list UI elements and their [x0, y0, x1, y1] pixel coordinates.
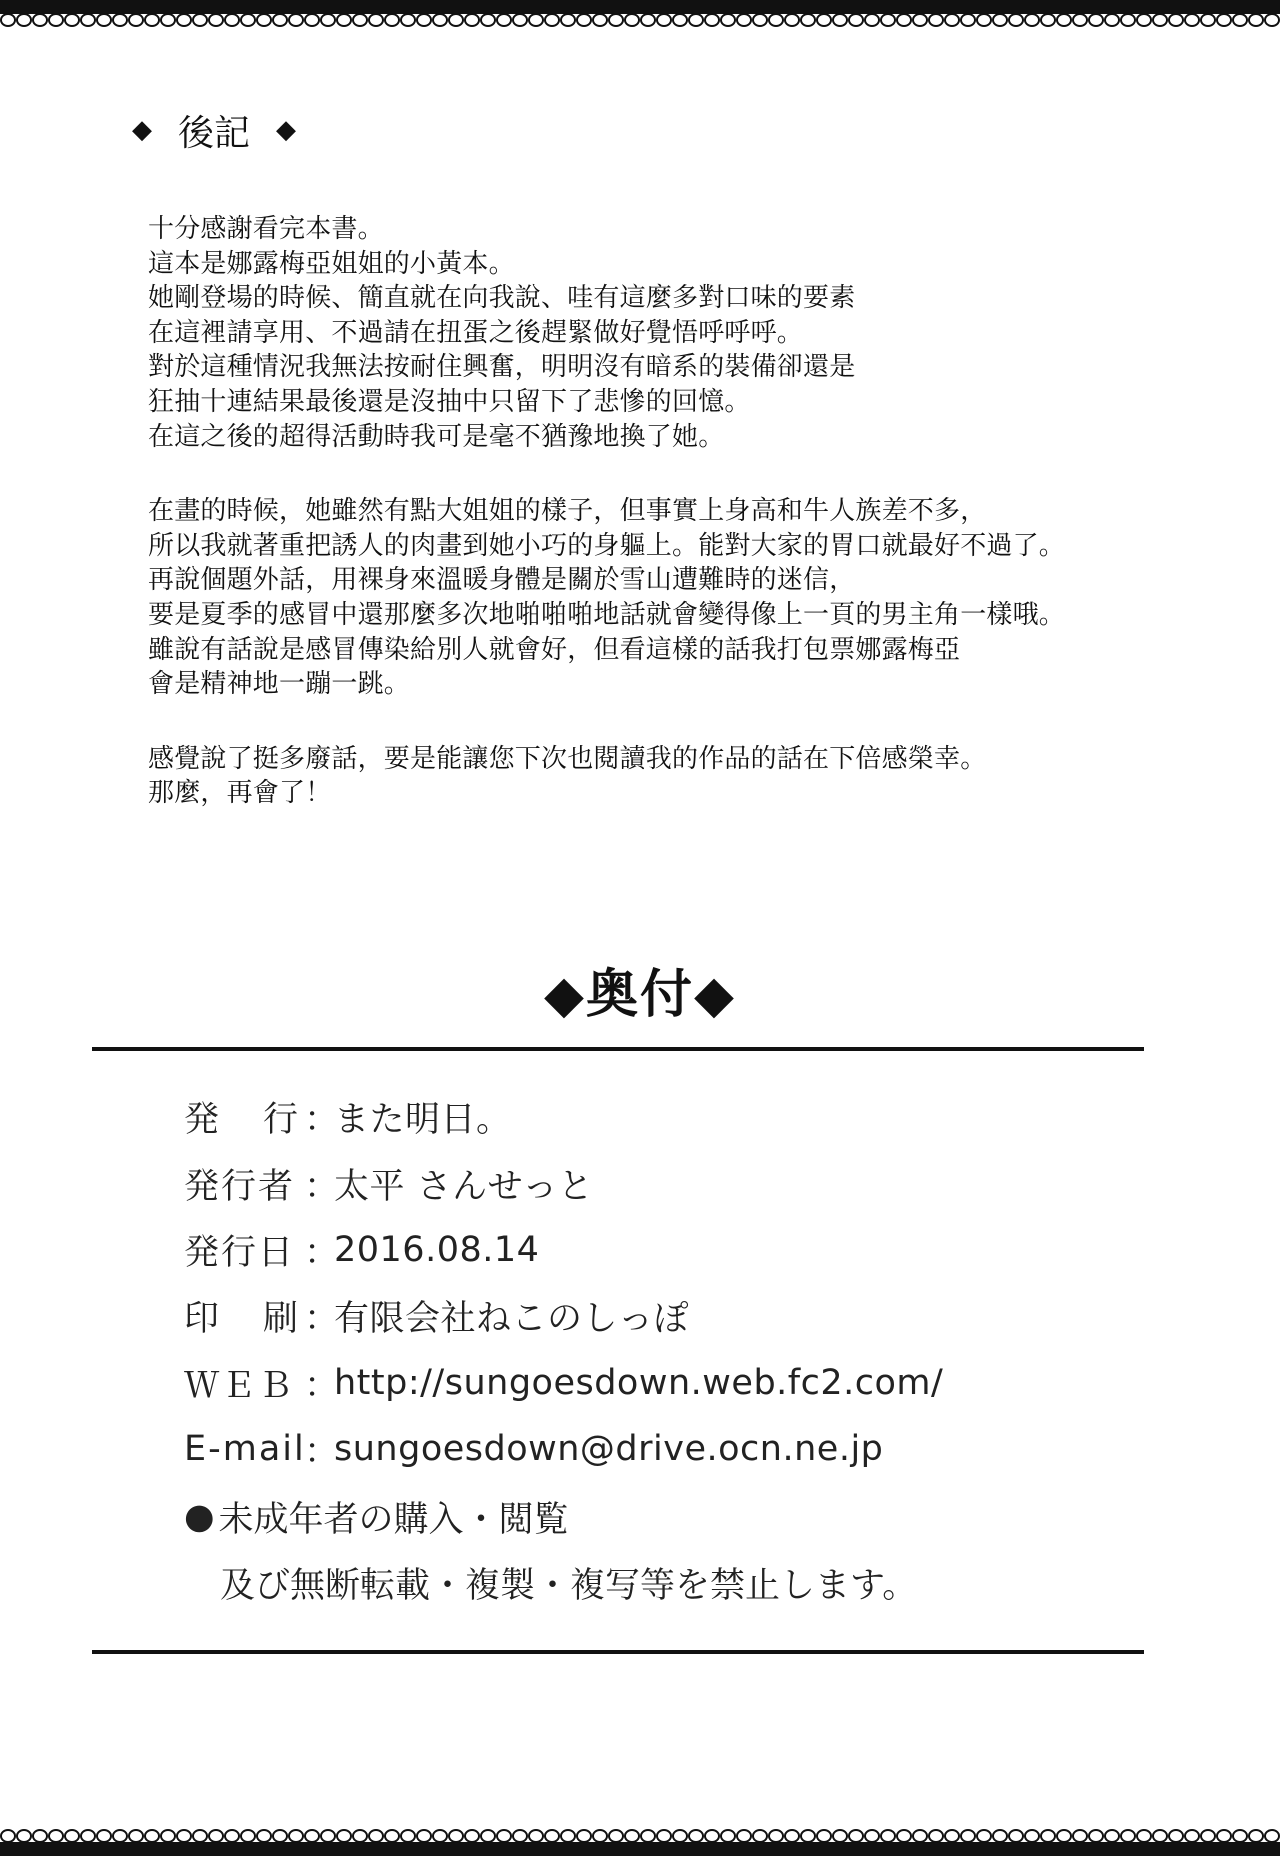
border-loop: [225, 14, 239, 26]
text-line: 這本是娜露梅亞姐姐的小黃本。: [148, 248, 515, 279]
border-loop: [1121, 1830, 1135, 1842]
border-loop: [449, 1830, 463, 1842]
colophon-heading: [0, 952, 1280, 1027]
border-loop: [625, 14, 639, 26]
diamond-icon: ◆: [543, 965, 586, 1025]
border-loop: [193, 14, 207, 26]
border-loop: [897, 14, 911, 26]
border-loop: [161, 14, 175, 26]
border-loop: [1185, 1830, 1199, 1842]
border-loop: [801, 14, 815, 26]
border-loop: [337, 1830, 351, 1842]
border-loop: [945, 14, 959, 26]
border-loop: [609, 1830, 623, 1842]
border-loop: [1089, 1830, 1103, 1842]
border-loop: [929, 1830, 943, 1842]
border-loop: [177, 1830, 191, 1842]
border-loop: [561, 1830, 575, 1842]
border-loop: [481, 1830, 495, 1842]
label-char: 行: [262, 1100, 298, 1141]
top-decorative-border: [0, 0, 1280, 30]
border-loop: [817, 14, 831, 26]
border-loop: [465, 14, 479, 26]
colophon-list: [184, 1084, 1184, 1616]
border-loop: [1025, 14, 1039, 26]
border-loop: [769, 14, 783, 26]
border-loop: [1041, 1830, 1055, 1842]
border-loop: [497, 1830, 511, 1842]
border-loop: [577, 14, 591, 26]
border-loop: [737, 14, 751, 26]
border-loop: [977, 14, 991, 26]
border-loop: [1073, 1830, 1087, 1842]
text-line: 再說個題外話，用裸身來溫暖身體是關於雪山遭難時的迷信，: [148, 565, 856, 596]
border-loop: [1, 14, 15, 26]
text-line: 感覺說了挺多廢話，要是能讓您下次也閱讀我的作品的話在下倍感榮幸。: [148, 743, 987, 774]
border-loop: [1153, 1830, 1167, 1842]
border-loop: [1089, 14, 1103, 26]
border-loop: [257, 1830, 271, 1842]
border-loop: [721, 1830, 735, 1842]
border-loop: [961, 14, 975, 26]
border-loop: [1169, 1830, 1183, 1842]
border-loop: [1009, 14, 1023, 26]
border-loop: [433, 14, 447, 26]
border-loop: [241, 14, 255, 26]
border-loop: [1105, 1830, 1119, 1842]
border-loop: [1041, 14, 1055, 26]
colon: ：: [304, 1232, 340, 1273]
border-loop: [241, 1830, 255, 1842]
border-loop: [353, 1830, 367, 1842]
border-loop: [369, 1830, 383, 1842]
border-loop: [961, 1830, 975, 1842]
border-loop: [321, 14, 335, 26]
border-loop: [193, 1830, 207, 1842]
afterword-body: [148, 212, 1228, 851]
border-loop: [225, 1830, 239, 1842]
border-loop: [145, 14, 159, 26]
border-loop: [161, 1830, 175, 1842]
notice-line: [184, 1550, 1184, 1616]
border-loop: [65, 14, 79, 26]
border-loop: [417, 1830, 431, 1842]
restriction-notice: [184, 1484, 1184, 1616]
border-loop: [337, 14, 351, 26]
border-loop: [1249, 1830, 1263, 1842]
border-loop: [641, 14, 655, 26]
border-loop: [33, 1830, 47, 1842]
border-loop: [97, 14, 111, 26]
text-line: 雖說有話說是感冒傳染給別人就會好，但看這樣的話我打包票娜露梅亞: [148, 634, 961, 665]
border-loop: [865, 1830, 879, 1842]
border-loop: [209, 14, 223, 26]
printer-label: [184, 1291, 298, 1341]
colon: ：: [304, 1166, 340, 1207]
border-loop: [465, 1830, 479, 1842]
issue-date-row: [184, 1217, 1184, 1283]
border-loop: [401, 1830, 415, 1842]
border-loop: [913, 1830, 927, 1842]
issuer-value: 太平 さんせっと: [334, 1166, 594, 1207]
border-loop: [945, 1830, 959, 1842]
border-loop: [449, 14, 463, 26]
label-char: 印: [184, 1299, 220, 1340]
border-loop: [577, 1830, 591, 1842]
border-loop: [913, 14, 927, 26]
border-loop: [545, 14, 559, 26]
border-loop: [865, 14, 879, 26]
border-loop: [305, 1830, 319, 1842]
border-loop: [481, 14, 495, 26]
border-loop: [529, 14, 543, 26]
border-loop: [1057, 14, 1071, 26]
border-loop: [97, 1830, 111, 1842]
email-row: [184, 1416, 1184, 1482]
afterword-paragraph: [148, 212, 1228, 454]
bottom-decorative-border: [0, 1826, 1280, 1856]
border-loop: [81, 1830, 95, 1842]
border-loop: [1137, 14, 1151, 26]
border-loop: [593, 14, 607, 26]
border-loop: [369, 14, 383, 26]
label-char: 発: [184, 1100, 220, 1141]
text-line: 對於這種情況我無法按耐住興奮，明明沒有暗系的裝備卻還是: [148, 352, 856, 383]
border-loop: [1057, 1830, 1071, 1842]
issuer-label: 発行者: [184, 1166, 296, 1207]
issue-date-value: 2016.08.14: [334, 1229, 540, 1270]
text-line: 會是精神地一蹦一跳。: [148, 669, 411, 700]
issuer-row: [184, 1150, 1184, 1216]
issue-date-label: 発行日: [184, 1232, 296, 1273]
border-loop: [769, 1830, 783, 1842]
border-loop: [129, 1830, 143, 1842]
colon: ：: [304, 1365, 340, 1406]
border-loop: [657, 14, 671, 26]
border-loop: [1185, 14, 1199, 26]
border-loop: [1025, 1830, 1039, 1842]
border-loop: [689, 1830, 703, 1842]
border-loop: [641, 1830, 655, 1842]
email-label: E-mail: [184, 1429, 306, 1470]
border-loop: [993, 1830, 1007, 1842]
border-loop: [513, 1830, 527, 1842]
border-loop: [737, 1830, 751, 1842]
border-loop: [977, 1830, 991, 1842]
divider-line: [92, 1650, 1144, 1654]
notice-text: 及び無断転載・複製・複写等を禁止します。: [220, 1566, 918, 1607]
diamond-icon: ◆: [276, 115, 297, 145]
border-loop: [209, 1830, 223, 1842]
printer-row: [184, 1283, 1184, 1349]
text-line: 在這之後的超得活動時我可是毫不猶豫地換了她。: [148, 421, 725, 452]
web-label: ＷＥＢ: [184, 1365, 296, 1406]
border-loop: [833, 1830, 847, 1842]
notice-text: 未成年者の購入・閲覧: [218, 1500, 569, 1541]
border-loop: [257, 14, 271, 26]
border-loop: [801, 1830, 815, 1842]
border-loop: [1105, 14, 1119, 26]
border-loop: [33, 14, 47, 26]
text-line: 那麼，再會了！: [148, 778, 332, 809]
border-loop: [721, 14, 735, 26]
border-loop: [1233, 1830, 1247, 1842]
divider-line: [92, 1047, 1144, 1051]
text-line: 所以我就著重把誘人的肉畫到她小巧的身軀上。能對大家的胃口就最好不過了。: [148, 530, 1066, 561]
printer-value: 有限会社ねこのしっぽ: [334, 1299, 690, 1340]
border-loop: [289, 1830, 303, 1842]
border-loop: [1009, 1830, 1023, 1842]
border-loop: [49, 1830, 63, 1842]
border-loop: [609, 14, 623, 26]
border-loop: [49, 14, 63, 26]
border-loop: [817, 1830, 831, 1842]
web-row: [184, 1350, 1184, 1416]
border-loop: [1233, 14, 1247, 26]
border-loop: [833, 14, 847, 26]
colon: ：: [304, 1432, 340, 1473]
border-loop: [689, 14, 703, 26]
border-loop: [929, 14, 943, 26]
border-loop: [17, 1830, 31, 1842]
border-loop: [705, 1830, 719, 1842]
border-loop: [625, 1830, 639, 1842]
border-loop: [113, 14, 127, 26]
border-loop: [849, 1830, 863, 1842]
border-loop: [1201, 1830, 1215, 1842]
border-loop: [1201, 14, 1215, 26]
border-loop: [177, 14, 191, 26]
border-loop: [17, 14, 31, 26]
border-loop: [1153, 14, 1167, 26]
text-line: 要是夏季的感冒中還那麼多次地啪啪啪地話就會變得像上一頁的男主角一樣哦。: [148, 599, 1066, 630]
border-loop: [881, 14, 895, 26]
border-loop: [753, 14, 767, 26]
border-loop: [1121, 14, 1135, 26]
border-loop: [705, 14, 719, 26]
border-loop: [657, 1830, 671, 1842]
border-loop: [353, 14, 367, 26]
border-loop: [1249, 14, 1263, 26]
border-loop: [289, 14, 303, 26]
colon: ：: [304, 1299, 340, 1340]
email-link[interactable]: sungoesdown@drive.ocn.ne.jp: [334, 1429, 884, 1470]
diamond-icon: ◆: [694, 965, 736, 1025]
border-loop: [401, 14, 415, 26]
text-line: 十分感謝看完本書。: [148, 214, 384, 244]
border-loop: [305, 14, 319, 26]
bullet-icon: ●: [184, 1497, 215, 1538]
label-char: 刷: [262, 1299, 298, 1340]
border-loop: [497, 14, 511, 26]
border-loop: [753, 1830, 767, 1842]
afterword-heading: [132, 102, 296, 158]
web-url-link[interactable]: http://sungoesdown.web.fc2.com/: [334, 1362, 944, 1403]
afterword-paragraph: [148, 742, 1228, 811]
border-loop: [1, 1830, 15, 1842]
border-loop: [1217, 14, 1231, 26]
border-loop: [385, 14, 399, 26]
colophon-title: 奥付: [585, 965, 694, 1025]
border-loop: [881, 1830, 895, 1842]
text-line: 在這裡請享用、不過請在扭蛋之後趕緊做好覺悟呼呼呼。: [148, 317, 804, 348]
afterword-paragraph: [148, 494, 1228, 702]
diamond-icon: ◆: [132, 115, 152, 145]
border-loop: [433, 1830, 447, 1842]
border-loop: [65, 1830, 79, 1842]
border-loop: [129, 14, 143, 26]
border-loop: [673, 14, 687, 26]
border-loop: [561, 14, 575, 26]
border-loop: [273, 1830, 287, 1842]
text-line: 她剛登場的時候、簡直就在向我說、哇有這麼多對口味的要素: [148, 283, 856, 314]
publisher-value: また明日。: [334, 1100, 512, 1141]
border-loop: [593, 1830, 607, 1842]
border-loop: [897, 1830, 911, 1842]
border-loop: [545, 1830, 559, 1842]
colon: ：: [304, 1100, 340, 1141]
border-loop: [273, 14, 287, 26]
text-line: 在畫的時候，她雖然有點大姐姐的樣子，但事實上身高和牛人族差不多，: [148, 496, 987, 527]
text-line: 狂抽十連結果最後還是沒抽中只留下了悲慘的回憶。: [148, 386, 751, 417]
border-loop: [673, 1830, 687, 1842]
border-loop: [81, 14, 95, 26]
border-loop: [1265, 1830, 1279, 1842]
border-loop: [849, 14, 863, 26]
publisher-row: [184, 1084, 1184, 1150]
border-loop: [513, 14, 527, 26]
border-loop: [785, 1830, 799, 1842]
border-loop: [1073, 14, 1087, 26]
border-loop: [529, 1830, 543, 1842]
border-loop: [417, 14, 431, 26]
border-loop: [1217, 1830, 1231, 1842]
border-loop: [385, 1830, 399, 1842]
border-loop: [1169, 14, 1183, 26]
notice-line: [184, 1484, 1184, 1550]
afterword-title: 後記: [178, 112, 251, 154]
border-loop: [1265, 14, 1279, 26]
border-loop: [321, 1830, 335, 1842]
border-loop: [145, 1830, 159, 1842]
border-loop: [993, 14, 1007, 26]
publisher-label: [184, 1092, 298, 1142]
border-loop: [1137, 1830, 1151, 1842]
border-loop: [113, 1830, 127, 1842]
border-loop: [785, 14, 799, 26]
